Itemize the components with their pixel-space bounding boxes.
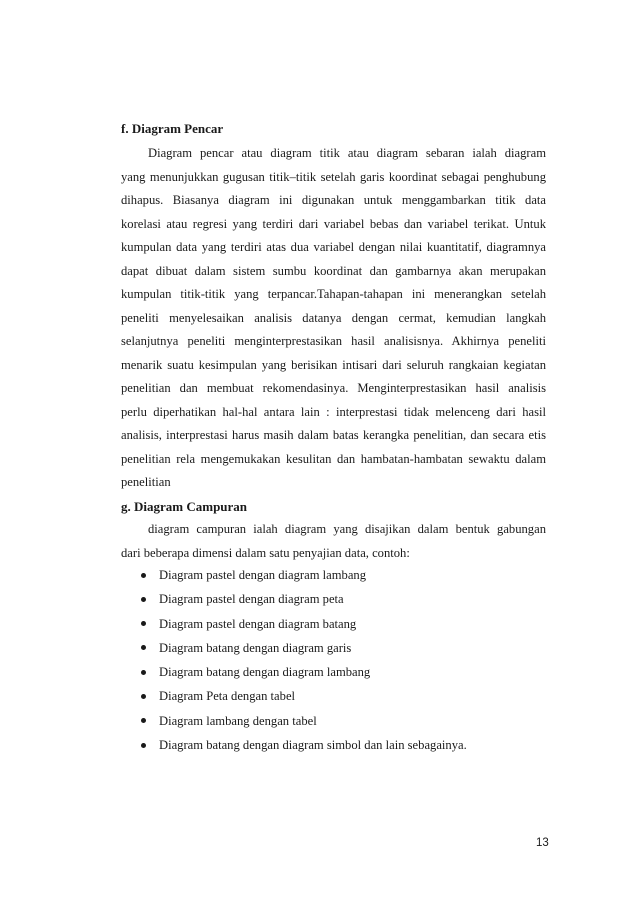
paragraph-line: korelasi atau regresi yang terdiri dari variabel bebas dan variabel terikat. Untuk xyxy=(121,216,546,231)
list-item-text: Diagram pastel dengan diagram batang xyxy=(159,616,357,631)
paragraph-line: kumpulan titik-titik yang terpancar.Tahapan-tahapan ini menerangkan setelah xyxy=(121,287,546,301)
list-item-text: Diagram batang dengan diagram simbol dan lain sebagainya. xyxy=(159,738,467,753)
paragraph-line: penelitian xyxy=(121,475,171,489)
example-bullet-list xyxy=(140,567,467,761)
bullet-icon xyxy=(141,694,146,699)
bullet-icon xyxy=(141,573,146,578)
list-item xyxy=(140,737,467,761)
paragraph-line: perlu diperhatikan hal-hal antara lain : interprestasi tidak melenceng dari hasil xyxy=(121,404,546,419)
list-item-text: Diagram batang dengan diagram lambang xyxy=(159,665,371,680)
section-f-heading: f. Diagram Pencar xyxy=(121,121,224,136)
section-g-heading: g. Diagram Campuran xyxy=(121,499,248,514)
list-item xyxy=(140,713,467,737)
list-item-text: Diagram Peta dengan tabel xyxy=(159,689,296,704)
list-item xyxy=(140,616,467,640)
paragraph-line: Diagram pencar atau diagram titik atau diagram sebaran ialah diagram xyxy=(148,146,546,160)
bullet-icon xyxy=(141,670,146,675)
paragraph-line: penelitian rela mengemukakan kesulitan dan hambatan-hambatan sewaktu dalam xyxy=(121,451,546,466)
section-f-paragraph xyxy=(121,145,546,498)
list-item-text: Diagram batang dengan diagram garis xyxy=(159,640,352,655)
list-item xyxy=(140,567,467,591)
paragraph-line: penelitian dan membuat rekomendasinya. Menginterprestasikan hasil analisis xyxy=(121,381,546,395)
list-item xyxy=(140,591,467,615)
paragraph-line: peneliti menyelesaikan analisis datanya dengan cermat, kemudian langkah xyxy=(121,310,546,325)
paragraph-line: menarik suatu kesimpulan yang berisikan intisari dari seluruh rangkaian kegiatan xyxy=(121,357,546,372)
bullet-icon xyxy=(141,621,146,626)
paragraph-line: yang menunjukkan gugusan titik–titik setelah garis koordinat sebagai penghubung xyxy=(121,169,546,184)
paragraph-line: kumpulan data yang terdiri atas dua variabel dengan nilai kuantitatif, diagramnya xyxy=(121,240,546,254)
list-item xyxy=(140,688,467,712)
list-item-text: Diagram lambang dengan tabel xyxy=(159,713,317,728)
paragraph-line: dari beberapa dimensi dalam satu penyajian data, contoh: xyxy=(121,545,410,560)
section-g-paragraph xyxy=(121,521,546,568)
list-item xyxy=(140,640,467,664)
bullet-icon xyxy=(141,718,146,723)
paragraph-line: dihapus. Biasanya diagram ini digunakan untuk menggambarkan titik data xyxy=(121,193,546,207)
list-item-text: Diagram pastel dengan diagram lambang xyxy=(159,568,367,582)
list-item xyxy=(140,664,467,688)
paragraph-line: dapat dibuat dalam sistem sumbu koordinat dan gambarnya akan merupakan xyxy=(121,263,546,278)
list-item-text: Diagram pastel dengan diagram peta xyxy=(159,592,344,607)
bullet-icon xyxy=(141,597,146,602)
bullet-icon xyxy=(141,645,146,650)
paragraph-line: analisis, interprestasi harus masih dalam batas kerangka penelitian, dan secara etis xyxy=(121,428,546,442)
bullet-icon xyxy=(141,743,146,748)
page-number: 13 xyxy=(536,837,549,849)
paragraph-line: selanjutnya peneliti menginterprestasikan hasil analisisnya. Akhirnya peneliti xyxy=(121,334,546,348)
paragraph-line: diagram campuran ialah diagram yang disajikan dalam bentuk gabungan xyxy=(148,522,546,536)
